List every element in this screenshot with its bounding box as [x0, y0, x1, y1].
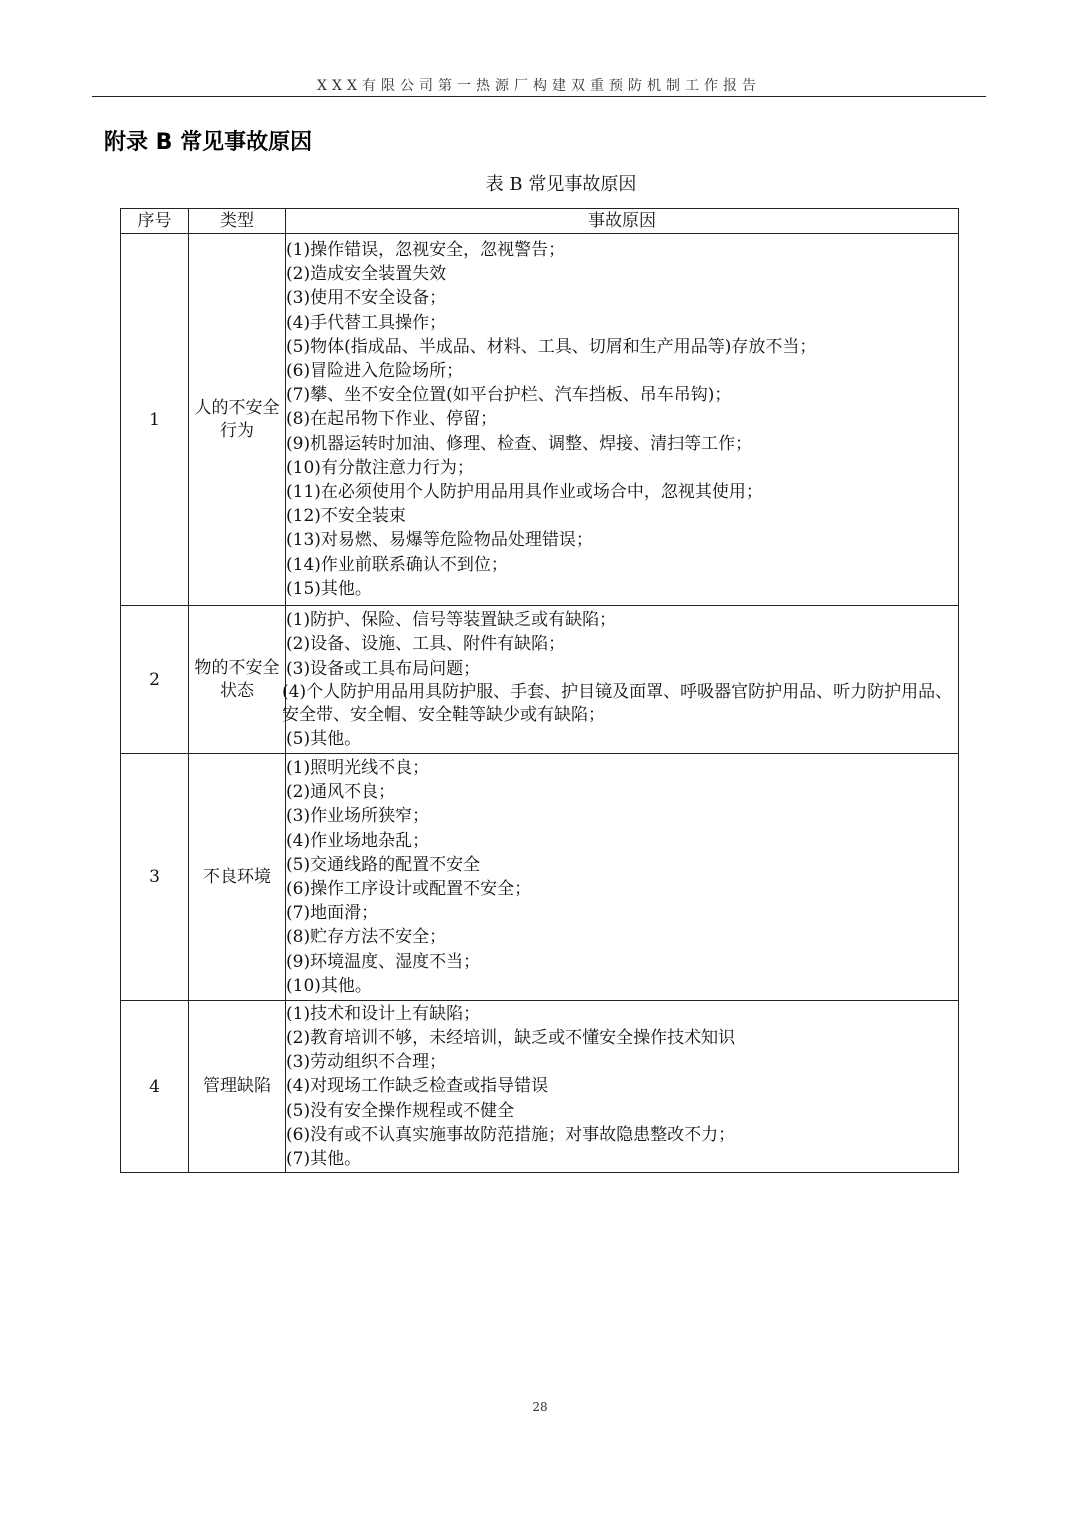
- cause-item: (2)造成安全装置失效: [286, 264, 447, 285]
- cause-item: (8)在起吊物下作业、停留；: [286, 409, 498, 430]
- cause-item: (13)对易燃、易爆等危险物品处理错误；: [286, 530, 593, 551]
- cause-item: (3)使用不安全设备；: [286, 288, 447, 309]
- cause-item: (1)操作错误，忽视安全，忽视警告；: [286, 239, 566, 260]
- cause-item: (5)物体(指成品、半成品、材料、工具、切屑和生产用品等)存放不当；: [286, 336, 817, 357]
- section-title: 附录 B 常见事故原因: [104, 130, 313, 155]
- cause-item: (3)设备或工具布局问题；: [286, 658, 481, 679]
- cause-item: (5)其他。: [286, 728, 362, 749]
- page-number: 28: [532, 1400, 548, 1414]
- table-caption: 表 B 常见事故原因: [485, 174, 637, 195]
- table-row: [121, 234, 959, 606]
- cause-item: (1)技术和设计上有缺陷；: [286, 1003, 481, 1024]
- row-number: 4: [121, 1001, 189, 1173]
- table-row: [121, 1001, 959, 1173]
- table-header-row: [121, 209, 959, 234]
- cause-item: (5)没有安全操作规程或不健全: [286, 1100, 515, 1121]
- cause-item: (11)在必须使用个人防护用品用具作业或场合中，忽视其使用；: [286, 482, 763, 502]
- cause-item: (3)作业场所狭窄；: [286, 806, 430, 827]
- accident-causes-table: [120, 208, 959, 1173]
- cause-item: (5)交通线路的配置不安全: [286, 854, 481, 875]
- row-number: 1: [121, 234, 189, 606]
- cause-item: (2)教育培训不够，未经培训，缺乏或不懂安全操作技术知识: [286, 1027, 736, 1048]
- cause-item: (10)其他。: [286, 975, 372, 996]
- row-type: 人的不安全行为: [189, 234, 286, 606]
- row-type: 管理缺陷: [189, 1001, 286, 1173]
- cause-item: (6)没有或不认真实施事故防范措施；对事故隐患整改不力；: [286, 1124, 736, 1145]
- row-number: 3: [121, 754, 189, 1001]
- row-causes: [286, 1001, 959, 1173]
- cause-item: (2)通风不良；: [286, 782, 396, 803]
- cause-item: (6)操作工序设计或配置不安全；: [286, 879, 532, 899]
- page-header: XXX有限公司第一热源厂构建双重预防机制工作报告: [92, 76, 986, 97]
- cause-item: (1)照明光线不良；: [286, 757, 430, 778]
- cause-item: (4)个人防护用品用具防护服、手套、护目镜及面罩、呼吸器官防护用品、听力防护用品、安全带、安全帽、安全鞋等缺少或有缺陷；: [282, 681, 953, 725]
- cause-item: (1)防护、保险、信号等装置缺乏或有缺陷；: [286, 610, 617, 631]
- cause-item: (14)作业前联系确认不到位；: [286, 554, 508, 575]
- cause-item: (10)有分散注意力行为；: [286, 457, 474, 478]
- cause-item: (7)地面滑；: [286, 903, 379, 924]
- cause-item: (12)不安全装束: [286, 506, 406, 527]
- row-causes: [286, 234, 959, 606]
- table-row: [121, 754, 959, 1001]
- cause-item: (7)其他。: [286, 1149, 362, 1169]
- header-no: 序号: [121, 209, 189, 234]
- row-number: 2: [121, 606, 189, 754]
- cause-item: (15)其他。: [286, 578, 372, 599]
- cause-item: (9)机器运转时加油、修理、检查、调整、焊接、清扫等工作；: [286, 433, 753, 454]
- row-causes: [282, 606, 959, 754]
- cause-item: (4)手代替工具操作；: [286, 312, 447, 333]
- cause-item: (8)贮存方法不安全；: [286, 927, 447, 948]
- cause-item: (4)对现场工作缺乏检查或指导错误: [286, 1076, 549, 1097]
- cause-item: (2)设备、设施、工具、附件有缺陷；: [286, 634, 566, 655]
- table-row: [121, 606, 959, 754]
- cause-item: (3)劳动组织不合理；: [286, 1052, 447, 1073]
- row-type: 不良环境: [189, 754, 286, 1001]
- cause-item: (9)环境温度、湿度不当；: [286, 951, 481, 972]
- header-type: 类型: [189, 209, 286, 234]
- cause-item: (6)冒险进入危险场所；: [286, 360, 464, 381]
- header-causes: 事故原因: [286, 209, 959, 234]
- row-type: 物的不安全状态: [189, 606, 286, 754]
- cause-item: (7)攀、坐不安全位置(如平台护栏、汽车挡板、吊车吊钩)；: [286, 385, 732, 406]
- row-causes: [286, 754, 959, 1001]
- cause-item: (4)作业场地杂乱；: [286, 830, 430, 851]
